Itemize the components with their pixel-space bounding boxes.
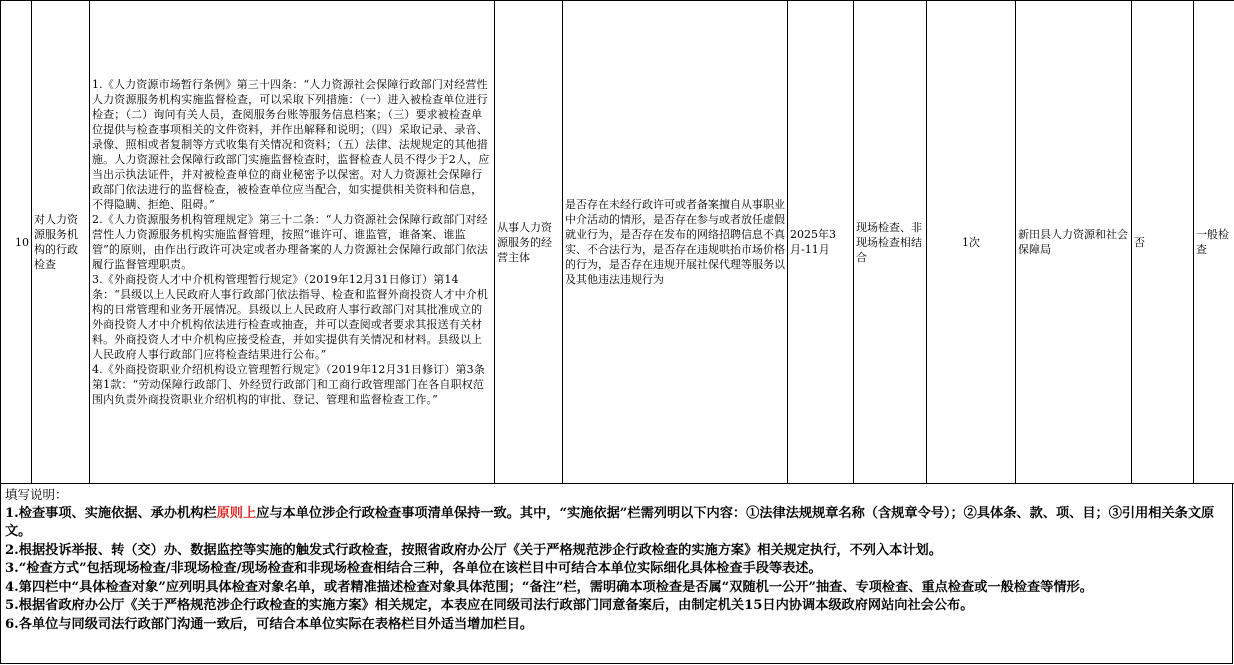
inspection-method-cell: 现场检查、非现场检查相结合 bbox=[854, 1, 927, 484]
legal-basis-3: 3.《外商投资人才中介机构管理暂行规定》（2019年12月31日修订）第14条：“县级以上人民政府人事行政部门依法指导、检查和监督外商投资人才中介机构的日常管理和业务开展情况。县级以上人民政府人事行政部门对其批准成立的外商投资人才中介机构依法进行检查或抽查，并可以查阅或者要求其报送有关材料。外商投资人才中介机构应接受检查，并如实提供有关情况和材料。县级以上人民政府人事行政部门应将检查结果进行公布。” bbox=[92, 273, 489, 361]
inspection-object-cell: 从事人力资源服务的经营主体 bbox=[495, 1, 563, 484]
legal-basis-4: 4.《外商投资职业介绍机构设立管理暂行规定》（2019年12月31日修订）第3条第1款：“劳动保障行政部门、外经贸行政部门和工商行政管理部门在各自职权范围内负责外商投资职业介绍机构的审批、登记、管理和监督检查工作。” bbox=[92, 363, 485, 406]
instruction-5: 5.根据省政府办公厅《关于严格规范涉企行政检查的实施方案》相关规定，本表应在同级司法行政部门同意备案后，由制定机关15日内协调本级政府网站向社会公布。 bbox=[5, 598, 974, 613]
remark-cell: 一般检查 bbox=[1194, 1, 1234, 484]
inspection-count-cell: 1次 bbox=[927, 1, 1016, 484]
instruction-1 bbox=[5, 505, 1228, 542]
inspection-time-cell: 2025年3月-11月 bbox=[788, 1, 854, 484]
legal-basis-2: 2.《人力资源服务机构管理规定》第三十二条：“人力资源社会保障行政部门对经营性人力资源服务机构实施监督管理，按照“谁许可、谁监管，谁备案、谁监管”的原则，由作出行政许可决定或者办理备案的人力资源社会保障行政部门依法履行监督管理职责。 bbox=[92, 213, 489, 271]
instruction-4: 4.第四栏中“具体检查对象”应列明具体检查对象名单，或者精准描述检查对象具体范围；“备注”栏，需明确本项检查是否属“双随机一公开”抽查、专项检查、重点检查或一般检查等情形。 bbox=[5, 579, 1093, 595]
legal-basis-cell bbox=[90, 1, 495, 484]
instruction-6: 6.各单位与同级司法行政部门沟通一致后，可结合本单位实际在表格栏目外适当增加栏目。 bbox=[5, 616, 534, 632]
instruction-1-part-b: 应与本单位涉企行政检查事项清单保持一致。其中，“实施依据”栏需列明以下内容：①法律法规规章名称（含规章令号）；②具体条、款、项、目；③引用相关条文原文。 bbox=[5, 505, 1215, 539]
instruction-1-highlight: 原则上 bbox=[216, 505, 257, 521]
instructions-header: 填写说明： bbox=[5, 487, 68, 502]
inspection-content-cell: 是否存在未经行政许可或者备案擅自从事职业中介活动的情形，是否存在参与或者放任虚假就业行为，是否存在发布的网络招聘信息不真实、不合法行为，是否存在违规哄抬市场价格的行为，是否存在违规开展社保代理等服务以及其他违法违规行为 bbox=[563, 1, 788, 484]
responsible-unit-cell: 新田县人力资源和社会保障局 bbox=[1016, 1, 1132, 484]
inspection-item-cell: 对人力资源服务机构的行政检查 bbox=[32, 1, 90, 484]
instruction-1-part-a: 1.检查事项、实施依据、承办机构栏 bbox=[5, 505, 217, 521]
instruction-2: 2.根据投诉举报、转（交）办、数据监控等实施的触发式行政检查，按照省政府办公厅《关于严格规范涉企行政检查的实施方案》相关规定执行，不列入本计划。 bbox=[5, 542, 942, 558]
joint-inspection-cell: 否 bbox=[1132, 1, 1194, 484]
filling-instructions bbox=[0, 483, 1233, 664]
table-row bbox=[1, 1, 1234, 484]
row-index-cell: 10 bbox=[1, 1, 32, 484]
instruction-3: 3.“检查方式”包括现场检查/非现场检查/现场检查和非现场检查相结合三种，各单位在该栏目中可结合本单位实际细化具体检查手段等表述。 bbox=[5, 561, 822, 576]
legal-basis-1: 1.《人力资源市场暂行条例》第三十四条：“人力资源社会保障行政部门对经营性人力资源服务机构实施监督检查，可以采取下列措施：（一）进入被检查单位进行检查；（二）询问有关人员，查阅服务台账等服务信息档案；（三）要求被检查单位提供与检查事项相关的文件资料，并作出解释和说明；（四）采取记录、录音、录像、照相或者复制等方式收集有关情况和资料；（五）法律、法规规定的其他措施。人力资源社会保障行政部门实施监督检查时，监督检查人员不得少于2人，应当出示执法证件，并对被检查单位的商业秘密予以保密。对人力资源社会保障行政部门依法进行的监督检查，被检查单位应当配合，如实提供相关资料和信息，不得隐瞒、拒绝、阻碍。” bbox=[92, 78, 490, 211]
